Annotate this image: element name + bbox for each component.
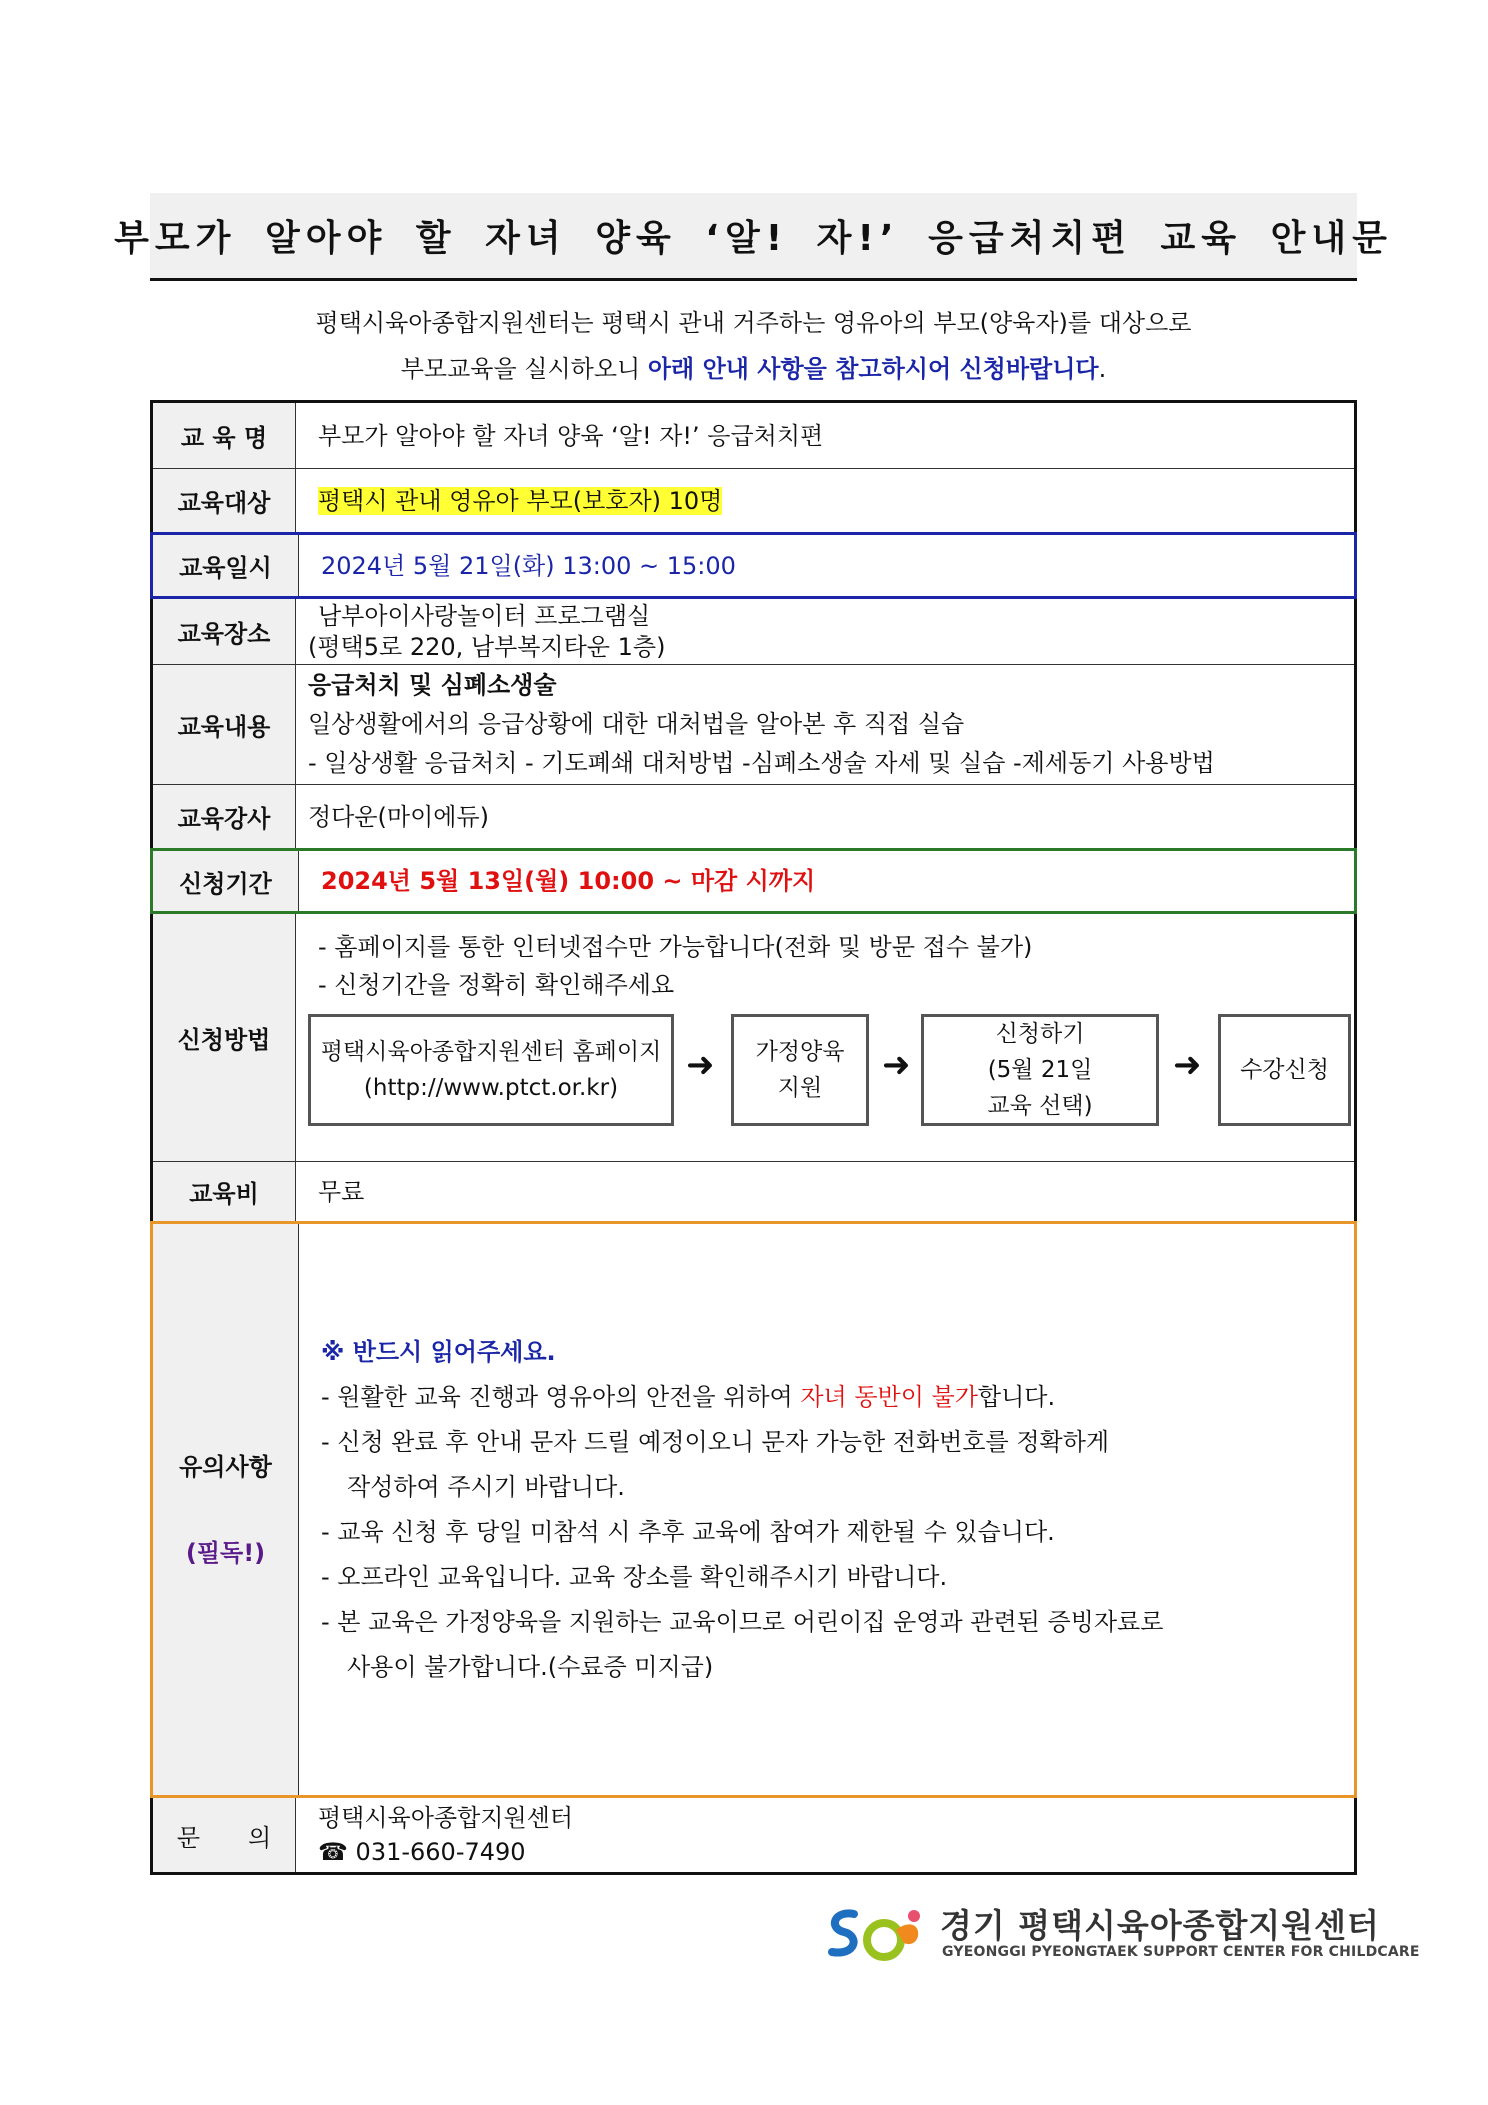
step-home-parenting-line-1: 가정양육 [755, 1039, 845, 1065]
row-period-value [299, 851, 1354, 911]
row-target-text: 평택시 관내 영유아 부모(보호자) 10명 [318, 486, 723, 515]
row-content-line-1: 응급처치 및 심폐소생술 [308, 671, 557, 699]
step-homepage-line-1: 평택시육아종합지원센터 홈페이지 [320, 1039, 662, 1065]
document-title-text: 부모가 알아야 할 자녀 양육 ‘알! 자!’ 응급처치편 교육 안내문 [114, 218, 1393, 259]
row-target [153, 468, 1354, 532]
step-home-parenting-line-2: 지원 [777, 1075, 823, 1101]
row-content [153, 664, 1354, 784]
notes-item-2-line-2: 작성하여 주시기 바랍니다. [347, 1472, 625, 1501]
row-content-line-3: - 일상생활 응급처치 - 기도폐쇄 대처방법 -심폐소생술 자세 및 실습 -제세동기 사용방법 [308, 749, 1215, 777]
row-method-value [296, 914, 1354, 1161]
row-contact-value [296, 1798, 1354, 1872]
row-place-line-2: (평택5로 220, 남부복지타운 1층) [308, 632, 666, 661]
step-apply-line-3: 교육 선택) [987, 1093, 1093, 1119]
step-apply-line-2: (5월 21일 [987, 1057, 1093, 1083]
notes-item-1-red: 자녀 동반이 불가 [800, 1382, 978, 1411]
step-enroll-text: 수강신청 [1240, 1057, 1329, 1083]
row-instructor-label: 교육강사 [153, 785, 296, 848]
contact-phone-line [318, 1835, 1354, 1869]
step-homepage [308, 1014, 674, 1126]
row-contact-label: 문 의 [153, 1798, 296, 1872]
contact-org: 평택시육아종합지원센터 [318, 1804, 574, 1832]
method-note-1: - 홈페이지를 통한 인터넷접수만 가능합니다(전화 및 방문 접수 불가) [318, 933, 1033, 961]
arrow-right-icon: ➜ [882, 1045, 911, 1085]
row-instructor-value [296, 785, 1354, 848]
intro-line-1: 평택시육아종합지원센터는 평택시 관내 거주하는 영유아의 부모(양육자)를 대상으로 [315, 309, 1192, 337]
row-name-value [296, 403, 1354, 468]
row-content-label: 교육내용 [153, 665, 296, 784]
intro-line-2-end: . [1098, 355, 1107, 383]
logo-name-ko: 경기 평택시육아종합지원센터 [940, 1906, 1380, 1945]
center-logo-icon [820, 1900, 930, 1970]
row-fee-label: 교육비 [153, 1162, 296, 1221]
row-date [150, 532, 1357, 599]
row-notes-label [153, 1224, 299, 1795]
notes-item-1-pre: - 원활한 교육 진행과 영유아의 안전을 위하여 [321, 1382, 801, 1411]
row-fee-text: 무료 [318, 1177, 365, 1206]
notes-item-2-line-1: - 신청 완료 후 안내 문자 드릴 예정이오니 문자 가능한 전화번호를 정확하게 [321, 1427, 1110, 1456]
notes-item-5-line-2: 사용이 불가합니다.(수료증 미지급) [347, 1652, 714, 1681]
info-table [150, 400, 1357, 1875]
row-date-label: 교육일시 [153, 535, 299, 596]
intro-line-2-blue: 아래 안내 사항을 참고하시어 신청바랍니다 [647, 355, 1099, 383]
row-date-value [299, 535, 1354, 596]
row-notes-label-sub: (필독!) [185, 1538, 266, 1567]
logo-name-en: GYEONGGI PYEONGTAEK SUPPORT CENTER FOR CHILDCARE [942, 1944, 1420, 1960]
step-home-parenting [731, 1014, 869, 1126]
row-target-label: 교육대상 [153, 469, 296, 532]
step-homepage-line-2: (http://www.ptct.or.kr) [363, 1075, 619, 1101]
notes-item-1 [321, 1375, 1354, 1420]
step-enroll [1218, 1014, 1351, 1126]
document-title [114, 193, 1393, 281]
notes-item-4: - 오프라인 교육입니다. 교육 장소를 확인해주시기 바랍니다. [321, 1562, 948, 1591]
row-period-text: 2024년 5월 13일(월) 10:00 ~ 마감 시까지 [321, 867, 816, 895]
row-notes [150, 1221, 1357, 1798]
row-fee [153, 1161, 1354, 1221]
row-instructor-text: 정다운(마이에듀) [308, 802, 490, 831]
center-logo [820, 1900, 1420, 1970]
intro-text [150, 300, 1357, 392]
intro-line-2 [150, 346, 1357, 392]
row-name-text: 부모가 알아야 할 자녀 양육 ‘알! 자!’ 응급처치편 [318, 421, 824, 450]
row-place-line-1: 남부아이사랑놀이터 프로그램실 [318, 601, 651, 630]
method-note-2: - 신청기간을 정확히 확인해주세요 [318, 971, 675, 999]
row-fee-value [296, 1162, 1354, 1221]
row-notes-label-text: 유의사항 [179, 1452, 272, 1481]
notes-item-5-line-1: - 본 교육은 가정양육을 지원하는 교육이므로 어린이집 운영과 관련된 증빙자료로 [321, 1607, 1164, 1636]
notes-item-3: - 교육 신청 후 당일 미참석 시 추후 교육에 참여가 제한될 수 있습니다. [321, 1517, 1055, 1546]
step-apply-line-1: 신청하기 [995, 1021, 1085, 1047]
row-place [153, 599, 1354, 664]
row-notes-value [299, 1224, 1354, 1795]
row-instructor [153, 784, 1354, 848]
row-content-line-2: 일상생활에서의 응급상황에 대한 대처법을 알아본 후 직접 실습 [308, 710, 965, 738]
phone-icon: ☎ [318, 1838, 348, 1866]
row-contact [153, 1798, 1354, 1872]
row-content-value [296, 665, 1354, 784]
row-method [153, 914, 1354, 1161]
row-method-label: 신청방법 [153, 914, 296, 1161]
row-name [153, 403, 1354, 468]
step-apply [921, 1014, 1159, 1126]
arrow-right-icon: ➜ [686, 1045, 715, 1085]
row-date-text: 2024년 5월 21일(화) 13:00 ~ 15:00 [321, 551, 736, 580]
row-period [150, 848, 1357, 914]
contact-phone: 031-660-7490 [355, 1838, 526, 1866]
row-target-value [296, 469, 1354, 532]
row-name-label: 교 육 명 [153, 403, 296, 468]
intro-line-2-plain: 부모교육을 실시하오니 [400, 355, 641, 383]
row-period-label: 신청기간 [153, 851, 299, 911]
arrow-right-icon: ➜ [1173, 1045, 1202, 1085]
row-place-label: 교육장소 [153, 599, 296, 664]
notes-header: ※ 반드시 읽어주세요. [321, 1337, 556, 1366]
notes-item-1-post: 합니다. [977, 1382, 1056, 1411]
row-place-value [296, 599, 1354, 664]
